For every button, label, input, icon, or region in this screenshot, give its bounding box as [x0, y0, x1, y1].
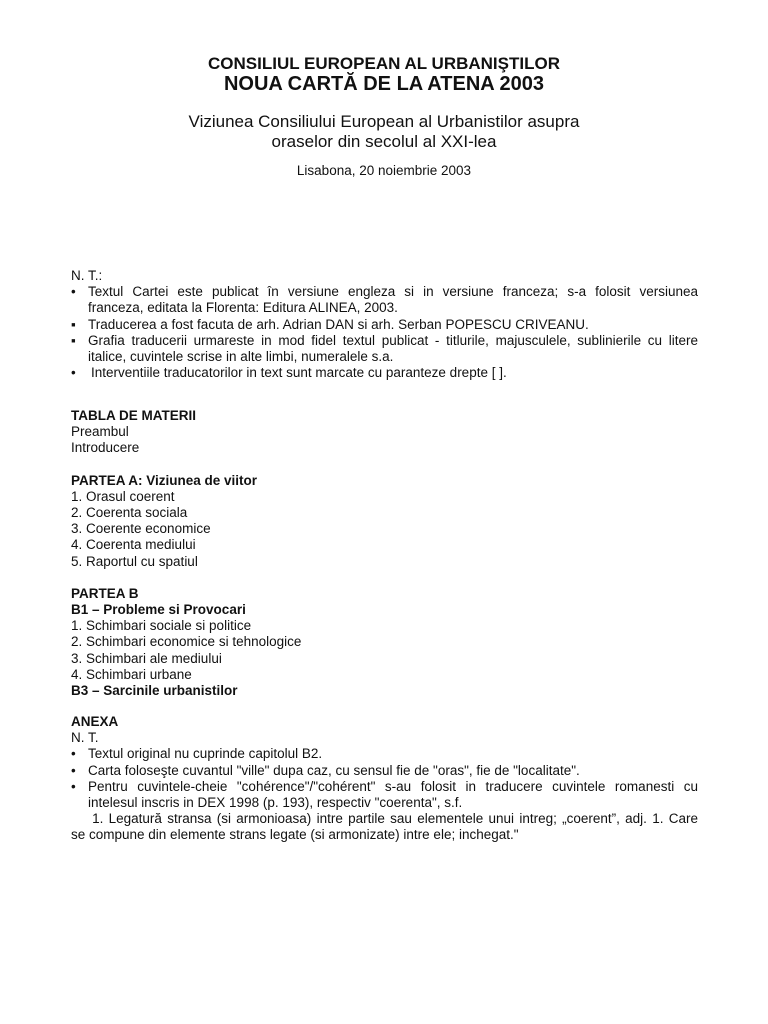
part-a-item: 1. Orasul coerent — [71, 488, 175, 504]
annex-1-text: Textul original nu cuprinde capitolul B2. — [88, 746, 323, 762]
bullet-icon: • — [71, 746, 76, 762]
note-item-1 — [71, 284, 698, 316]
part-a-item: 2. Coerenta sociala — [71, 505, 188, 521]
annex-3-line-2: intelesul inscris in DEX 1998 (p. 193), respectiv "coerenta", s.f. — [88, 795, 463, 811]
bullet-icon: • — [71, 778, 76, 794]
annex-item-2 — [71, 763, 698, 779]
annex-item-3 — [71, 779, 698, 811]
annex-section — [71, 714, 698, 844]
note-2-text: Traducerea a fost facuta de arh. Adrian DAN si arh. Serban POPESCU CRIVEANU. — [88, 316, 589, 332]
part-a-item: 4. Coerenta mediului — [71, 537, 196, 553]
annex-3-line-1: Pentru cuvintele-cheie "cohérence"/"cohérent" s-au folosit in traducere cuvintele romanesti cu — [88, 778, 698, 794]
note-item-4 — [71, 365, 698, 381]
note-1-line-2: franceza, editata la Florenta: Editura ALINEA, 2003. — [88, 300, 398, 316]
part-b-heading: PARTEA B — [71, 585, 139, 601]
table-of-contents — [71, 408, 698, 699]
annex-2-text: Carta foloseşte cuvantul "ville" dupa caz, cu sensul fie de "oras", fie de "localitate". — [88, 762, 580, 778]
b3-heading: B3 – Sarcinile urbanistilor — [71, 683, 238, 699]
note-4-text: Interventiile traducatorilor in text sunt marcate cu paranteze drepte [ ]. — [91, 365, 507, 381]
place-date: Lisabona, 20 noiembrie 2003 — [296, 163, 472, 178]
toc-heading: TABLA DE MATERII — [71, 408, 196, 423]
subtitle-line-1: Viziunea Consiliului European al Urbanistilor asupra — [188, 112, 580, 131]
subtitle-line-2: oraselor din secolul al XXI-lea — [271, 132, 497, 151]
organization-heading: CONSILIUL EUROPEAN AL URBANIŞTILOR — [208, 54, 560, 73]
part-a-item: 5. Raportul cu spatiul — [71, 553, 198, 569]
annex-item-1 — [71, 746, 698, 762]
b1-heading: B1 – Probleme si Provocari — [71, 602, 246, 618]
note-item-2 — [71, 317, 698, 333]
bullet-icon: • — [71, 365, 76, 381]
toc-introducere: Introducere — [71, 440, 140, 456]
definition-line-2: se compune din elemente strans legate (si armonizate) intre ele; inchegat." — [71, 827, 519, 843]
bullet-icon: ▪ — [71, 316, 76, 332]
part-a-heading: PARTEA A: Viziunea de viitor — [71, 472, 258, 488]
note-3-line-2: italice, cuvintele scrise in alte limbi, numeralele s.a. — [88, 349, 394, 365]
notes-label: N. T.: — [71, 268, 103, 283]
part-a-item: 3. Coerente economice — [71, 521, 211, 537]
definition-line-1: 1. Legatură stransa (si armonioasa) intre partile sau elementele unui intreg; „coerent”, adj. 1. Care — [71, 811, 698, 827]
b1-item: 2. Schimbari economice si tehnologice — [71, 634, 302, 650]
note-item-3 — [71, 333, 698, 365]
bullet-icon: • — [71, 284, 76, 300]
bullet-icon: ▪ — [71, 332, 76, 348]
b1-item: 4. Schimbari urbane — [71, 666, 192, 682]
translator-notes — [71, 268, 698, 381]
document-title: NOUA CARTĂ DE LA ATENA 2003 — [223, 73, 545, 95]
bullet-icon: • — [71, 762, 76, 778]
annex-heading: ANEXA — [71, 714, 119, 729]
b1-item: 3. Schimbari ale mediului — [71, 650, 222, 666]
note-1-line-1: Textul Cartei este publicat în versiune engleza si in versiune franceza; s-a folosit versiunea — [88, 284, 698, 300]
b1-item: 1. Schimbari sociale si politice — [71, 618, 252, 634]
annex-label: N. T. — [71, 730, 99, 746]
toc-preambul: Preambul — [71, 424, 129, 440]
note-3-line-1: Grafia traducerii urmareste in mod fidel textul publicat - titlurile, majusculele, sublinierile cu litere — [88, 332, 698, 348]
